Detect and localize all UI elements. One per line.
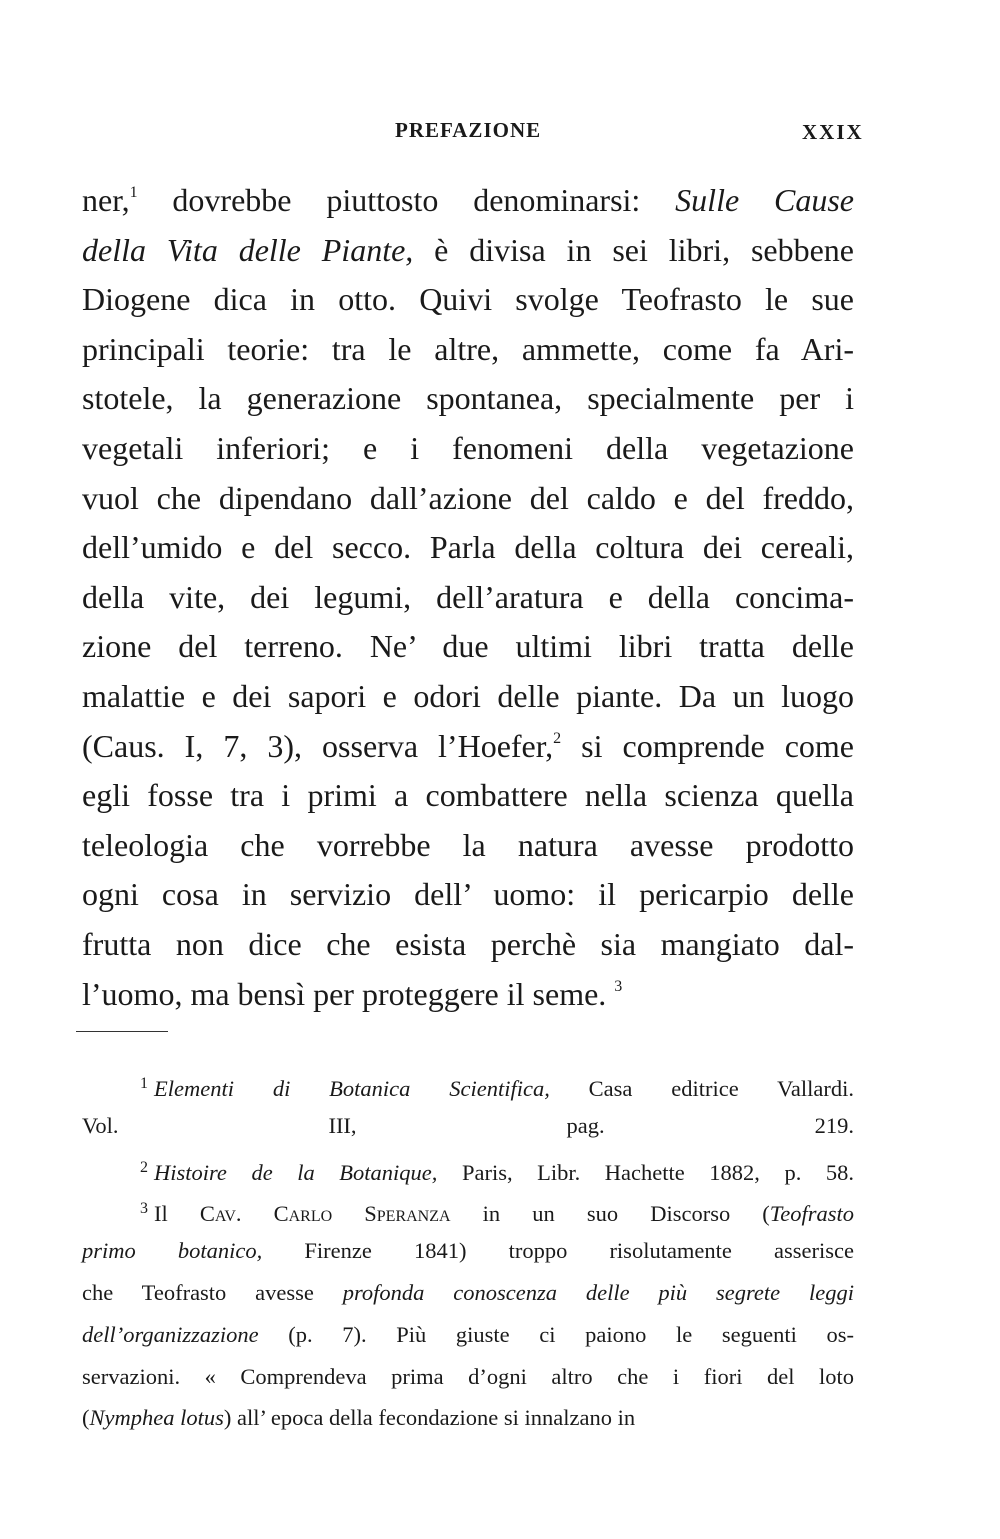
italic-text: primo botanico, bbox=[82, 1238, 263, 1264]
text-run: che Teofrasto avesse bbox=[82, 1279, 343, 1305]
text-run: frutta non dice che esista perchè sia mangiato dal- bbox=[82, 925, 854, 962]
text-run: si comprende come bbox=[561, 727, 855, 764]
footnote-line bbox=[82, 1230, 854, 1272]
text-run: dell’umido e del secco. Parla della coltura dei cereali, bbox=[82, 529, 854, 566]
text-run: ogni cosa in servizio dell’ uomo: il pericarpio delle bbox=[82, 876, 854, 913]
footnote-marker: 1 bbox=[129, 184, 138, 201]
footnote-marker: 2 bbox=[553, 729, 562, 747]
footnote-marker: 3 bbox=[614, 977, 623, 995]
text-line bbox=[82, 672, 854, 722]
italic-text: della Vita delle Piante, bbox=[82, 231, 414, 268]
text-line bbox=[82, 970, 854, 1020]
text-line bbox=[82, 870, 854, 920]
running-head-title: PREFAZIONE bbox=[395, 118, 542, 142]
text-run: Casa editrice Vallardi. bbox=[549, 1076, 854, 1101]
text-run: (p. 7). Più giuste ci paiono le seguenti os- bbox=[258, 1321, 854, 1347]
italic-text: profonda conoscenza delle più segrete leggi bbox=[342, 1279, 854, 1305]
text-run: vuol che dipendano dall’azione del caldo e del freddo, bbox=[82, 479, 854, 516]
text-run: ner, bbox=[82, 182, 130, 218]
footnote-line bbox=[82, 1356, 854, 1398]
italic-text: Histoire de la Botanique, bbox=[154, 1159, 438, 1185]
footnote-line bbox=[82, 1105, 854, 1147]
text-run: stotele, la generazione spontanea, specialmente per i bbox=[82, 380, 854, 417]
text-line bbox=[82, 226, 854, 276]
text-run: malattie e dei sapori e odori delle piante. Da un luogo bbox=[82, 677, 854, 714]
italic-text: dell’organizzazione bbox=[82, 1321, 259, 1347]
text-run: (Caus. I, 7, 3), osserva l’Hoefer, bbox=[82, 727, 554, 764]
italic-text: Elementi di Botanica Scientifica, bbox=[154, 1076, 550, 1101]
text-line bbox=[82, 573, 854, 623]
text-run: Paris, Libr. Hachette 1882, p. 58. bbox=[437, 1159, 854, 1185]
text-line bbox=[82, 920, 854, 970]
footnote-line bbox=[82, 1272, 854, 1314]
footnote-number: 3 bbox=[140, 1200, 148, 1218]
footnote-separator bbox=[76, 1031, 168, 1032]
footnote-line bbox=[82, 1314, 854, 1356]
text-run: della vite, dei legumi, dell’aratura e della concima- bbox=[82, 578, 854, 615]
text-run: zione del terreno. Ne’ due ultimi libri tratta delle bbox=[82, 628, 854, 665]
text-run: Diogene dica in otto. Quivi svolge Teofrasto le sue bbox=[82, 281, 854, 318]
text-line bbox=[82, 821, 854, 871]
footnote-number: 1 bbox=[140, 1075, 148, 1092]
text-run: ) all’ epoca della fecondazione si innalzano in bbox=[223, 1405, 636, 1431]
text-run: Firenze 1841) troppo risolutamente asserisce bbox=[262, 1238, 854, 1264]
text-run: l’uomo, ma bensì per proteggere il seme. bbox=[82, 975, 615, 1012]
page-number: XXIX bbox=[802, 120, 864, 144]
italic-text: Nymphea lotus bbox=[89, 1405, 224, 1431]
main-text bbox=[82, 176, 854, 1019]
text-run: è divisa in sei libri, sebbene bbox=[413, 231, 854, 268]
footnote-number: 2 bbox=[140, 1158, 148, 1176]
text-run: vegetali inferiori; e i fenomeni della vegetazione bbox=[82, 429, 854, 466]
footnote-line bbox=[82, 1188, 854, 1230]
text-run: principali teorie: tra le altre, ammette, come fa Ari- bbox=[82, 330, 854, 367]
text-run: in un suo Discorso ( bbox=[450, 1201, 770, 1227]
text-run: egli fosse tra i primi a combattere nella scienza quella bbox=[82, 777, 854, 814]
italic-text: Teofrasto bbox=[769, 1201, 854, 1227]
text-line bbox=[82, 523, 854, 573]
text-run: teleologia che vorrebbe la natura avesse prodotto bbox=[82, 826, 854, 863]
text-line bbox=[82, 771, 854, 821]
footnote-line bbox=[82, 1397, 854, 1439]
footnote-line bbox=[82, 1147, 854, 1189]
text-run: Il bbox=[154, 1201, 200, 1227]
italic-text: Sulle Cause bbox=[675, 182, 855, 218]
text-line bbox=[82, 275, 854, 325]
text-line bbox=[82, 622, 854, 672]
text-run: Vol. III, pag. 219. bbox=[82, 1112, 854, 1138]
text-line bbox=[82, 374, 854, 424]
text-run: ( bbox=[82, 1405, 90, 1431]
text-line bbox=[82, 424, 854, 474]
small-caps-text: Cav. Carlo Speranza bbox=[199, 1201, 451, 1227]
text-line bbox=[82, 176, 854, 226]
text-line bbox=[82, 474, 854, 524]
text-run: dovrebbe piuttosto denominarsi: bbox=[137, 182, 676, 218]
text-line bbox=[82, 325, 854, 375]
text-line bbox=[82, 722, 854, 772]
text-run: servazioni. « Comprendeva prima d’ogni altro che i fiori del loto bbox=[82, 1363, 854, 1389]
footnotes bbox=[82, 1063, 854, 1439]
footnote-line bbox=[82, 1063, 854, 1105]
